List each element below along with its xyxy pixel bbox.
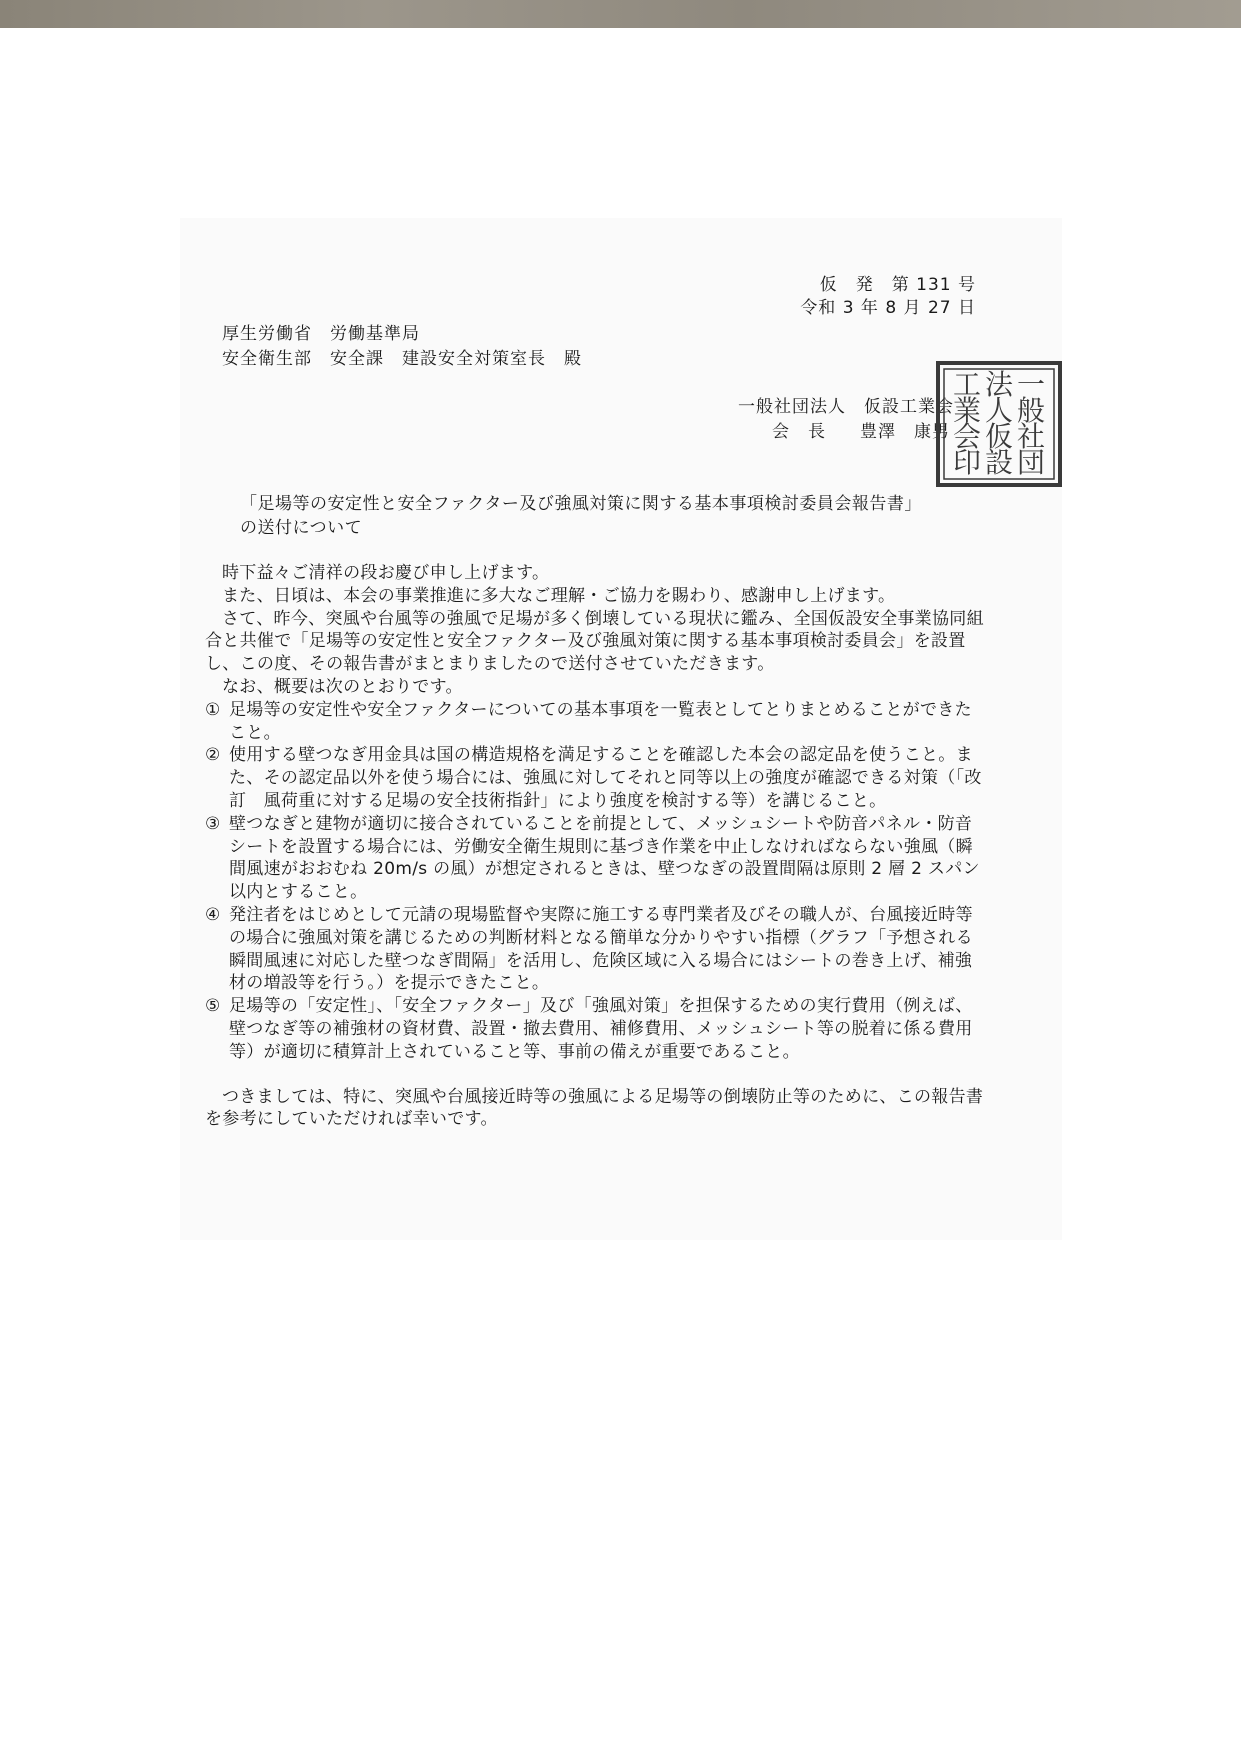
item-number: ① — [205, 699, 221, 720]
document-number: 仮 発 第 131 号 — [819, 275, 976, 295]
item-text: 壁つなぎと建物が適切に接合されていることを前提として、メッシュシートや防音パネル・防音シートを設置する場合には、労働安全衛生規則に基づき作業を中止しなければならない強風（瞬間風速がおおむね 20m/s の風）が想定されるときは、壁つなぎの設置間隔は原則 2 層 2 スパン以内とすること。 — [229, 813, 980, 903]
letter-body — [205, 562, 987, 1131]
thanks-paragraph: また、日頃は、本会の事業推進に多大なご理解・ご協力を賜わり、感謝申し上げます。 — [222, 585, 896, 606]
subject-line-1: 「足場等の安定性と安全ファクター及び強風対策に関する基本事項検討委員会報告書」 — [240, 494, 922, 514]
subject-block — [240, 492, 980, 540]
seal-glyph: 印 — [952, 446, 982, 479]
addressee-block — [222, 322, 582, 372]
list-item — [205, 744, 987, 812]
item-number: ② — [205, 745, 221, 766]
seal-glyph: 人 — [984, 394, 1014, 427]
list-item — [205, 699, 987, 745]
list-item — [205, 904, 987, 995]
item-text: 発注者をはじめとして元請の現場監督や実際に施工する専門業者及びその職人が、台風接近時等の場合に強風対策を講じるための判断材料となる簡単な分かりやすい指標（グラフ「予想される瞬間風速に対応した壁つなぎ間隔」を活用し、危険区域に入る場合にはシートの巻き上げ、補強材の増設等を行う。）を提示できたこと。 — [229, 904, 973, 994]
addressee-line-1: 厚生労働省 労働基準局 — [222, 324, 420, 344]
seal-glyph: 設 — [984, 446, 1014, 479]
list-item — [205, 995, 987, 1063]
seal-glyph: 団 — [1016, 446, 1046, 479]
sender-signature-row — [738, 420, 954, 445]
seal-glyph: 法 — [984, 368, 1014, 401]
addressee-line-2: 安全衛生部 安全課 建設安全対策室長 殿 — [222, 349, 582, 369]
seal-glyph: 工 — [952, 368, 982, 401]
sender-name: 豊澤 康男 — [860, 422, 950, 442]
greeting-paragraph: 時下益々ご清祥の段お慶び申し上げます。 — [222, 563, 550, 583]
item-number: ⑤ — [205, 996, 221, 1017]
sender-block — [738, 395, 954, 445]
header-band — [0, 0, 1241, 28]
sender-title: 会 長 — [772, 422, 826, 442]
item-number: ④ — [205, 904, 221, 925]
seal-glyph: 社 — [1016, 420, 1046, 453]
seal-glyph: 仮 — [984, 420, 1014, 453]
item-text: 使用する壁つなぎ用金具は国の構造規格を満足することを確認した本会の認定品を使うこと。また、その認定品以外を使う場合には、強風に対してそれと同等以上の強度が確認できる対策（「改訂 風荷重に対する足場の安全技術指針」により強度を検討する等）を講じること。 — [229, 745, 982, 811]
document-date: 令和 3 年 8 月 27 日 — [800, 298, 976, 318]
summary-intro: なお、概要は次のとおりです。 — [222, 676, 463, 697]
list-item — [205, 813, 987, 904]
subject-line-2: の送付について — [240, 518, 363, 538]
sender-organization: 一般社団法人 仮設工業会 — [738, 397, 954, 417]
background-paragraph: さて、昨今、突風や台風等の強風で足場が多く倒壊している現状に鑑み、全国仮設安全事業協同組合と共催で「足場等の安定性と安全ファクター及び強風対策に関する基本事項検討委員会」を設置し、この度、その報告書がまとまりましたので送付させていただきます。 — [205, 608, 984, 675]
item-text: 足場等の安定性や安全ファクターについての基本事項を一覧表としてとりまとめることができたこと。 — [229, 699, 972, 743]
seal-glyph: 般 — [1016, 394, 1046, 427]
reference-block — [800, 274, 976, 320]
organization-seal-icon — [935, 360, 1063, 488]
seal-glyph: 業 — [952, 394, 982, 427]
item-text: 足場等の「安定性」、「安全ファクター」及び「強風対策」を担保するための実行費用（例えば、壁つなぎ等の補強材の資材費、設置・撤去費用、補修費用、メッシュシート等の脱着に係る費用等）が適切に積算計上されていること等、事前の備えが重要であること。 — [229, 996, 973, 1062]
item-number: ③ — [205, 813, 221, 834]
seal-glyph: 会 — [952, 420, 982, 453]
closing-paragraph: つきましては、特に、突風や台風接近時等の強風による足場等の倒壊防止等のために、この報告書を参考にしていただければ幸いです。 — [205, 1086, 984, 1130]
seal-glyph: 一 — [1016, 368, 1046, 401]
summary-list — [205, 699, 987, 1064]
